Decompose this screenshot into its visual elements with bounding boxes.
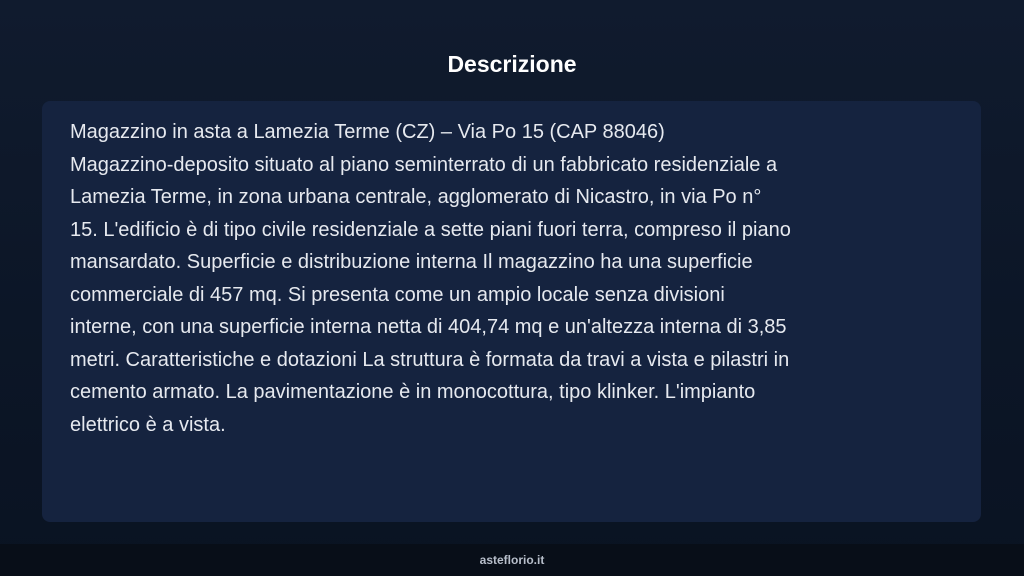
- description-line: commerciale di 457 mq. Si presenta come un ampio locale senza divisioni: [70, 283, 725, 306]
- page-title: Descrizione: [447, 51, 577, 77]
- description-text: [70, 116, 960, 441]
- description-line: cemento armato. La pavimentazione è in monocottura, tipo klinker. L'impianto: [70, 381, 756, 403]
- description-line: elettrico è a vista.: [70, 413, 226, 436]
- description-line: Magazzino in asta a Lamezia Terme (CZ) – Via Po 15 (CAP 88046): [70, 121, 665, 143]
- description-card: [42, 101, 981, 522]
- description-line: interne, con una superficie interna netta di 404,74 mq e un'altezza interna di 3,85: [70, 316, 787, 338]
- description-line: Magazzino-deposito situato al piano seminterrato di un fabbricato residenziale a: [70, 153, 778, 176]
- description-line: mansardato. Superficie e distribuzione interna Il magazzino ha una superficie: [70, 251, 753, 273]
- description-line: metri. Caratteristiche e dotazioni La struttura è formata da travi a vista e pilastri in: [70, 348, 790, 371]
- footer-bar: [0, 544, 1024, 576]
- footer-site-name: asteflorio.it: [479, 553, 545, 567]
- description-line: Lamezia Terme, in zona urbana centrale, agglomerato di Nicastro, in via Po n°: [70, 186, 762, 208]
- description-line: 15. L'edificio è di tipo civile residenziale a sette piani fuori terra, compreso il piano: [70, 218, 791, 241]
